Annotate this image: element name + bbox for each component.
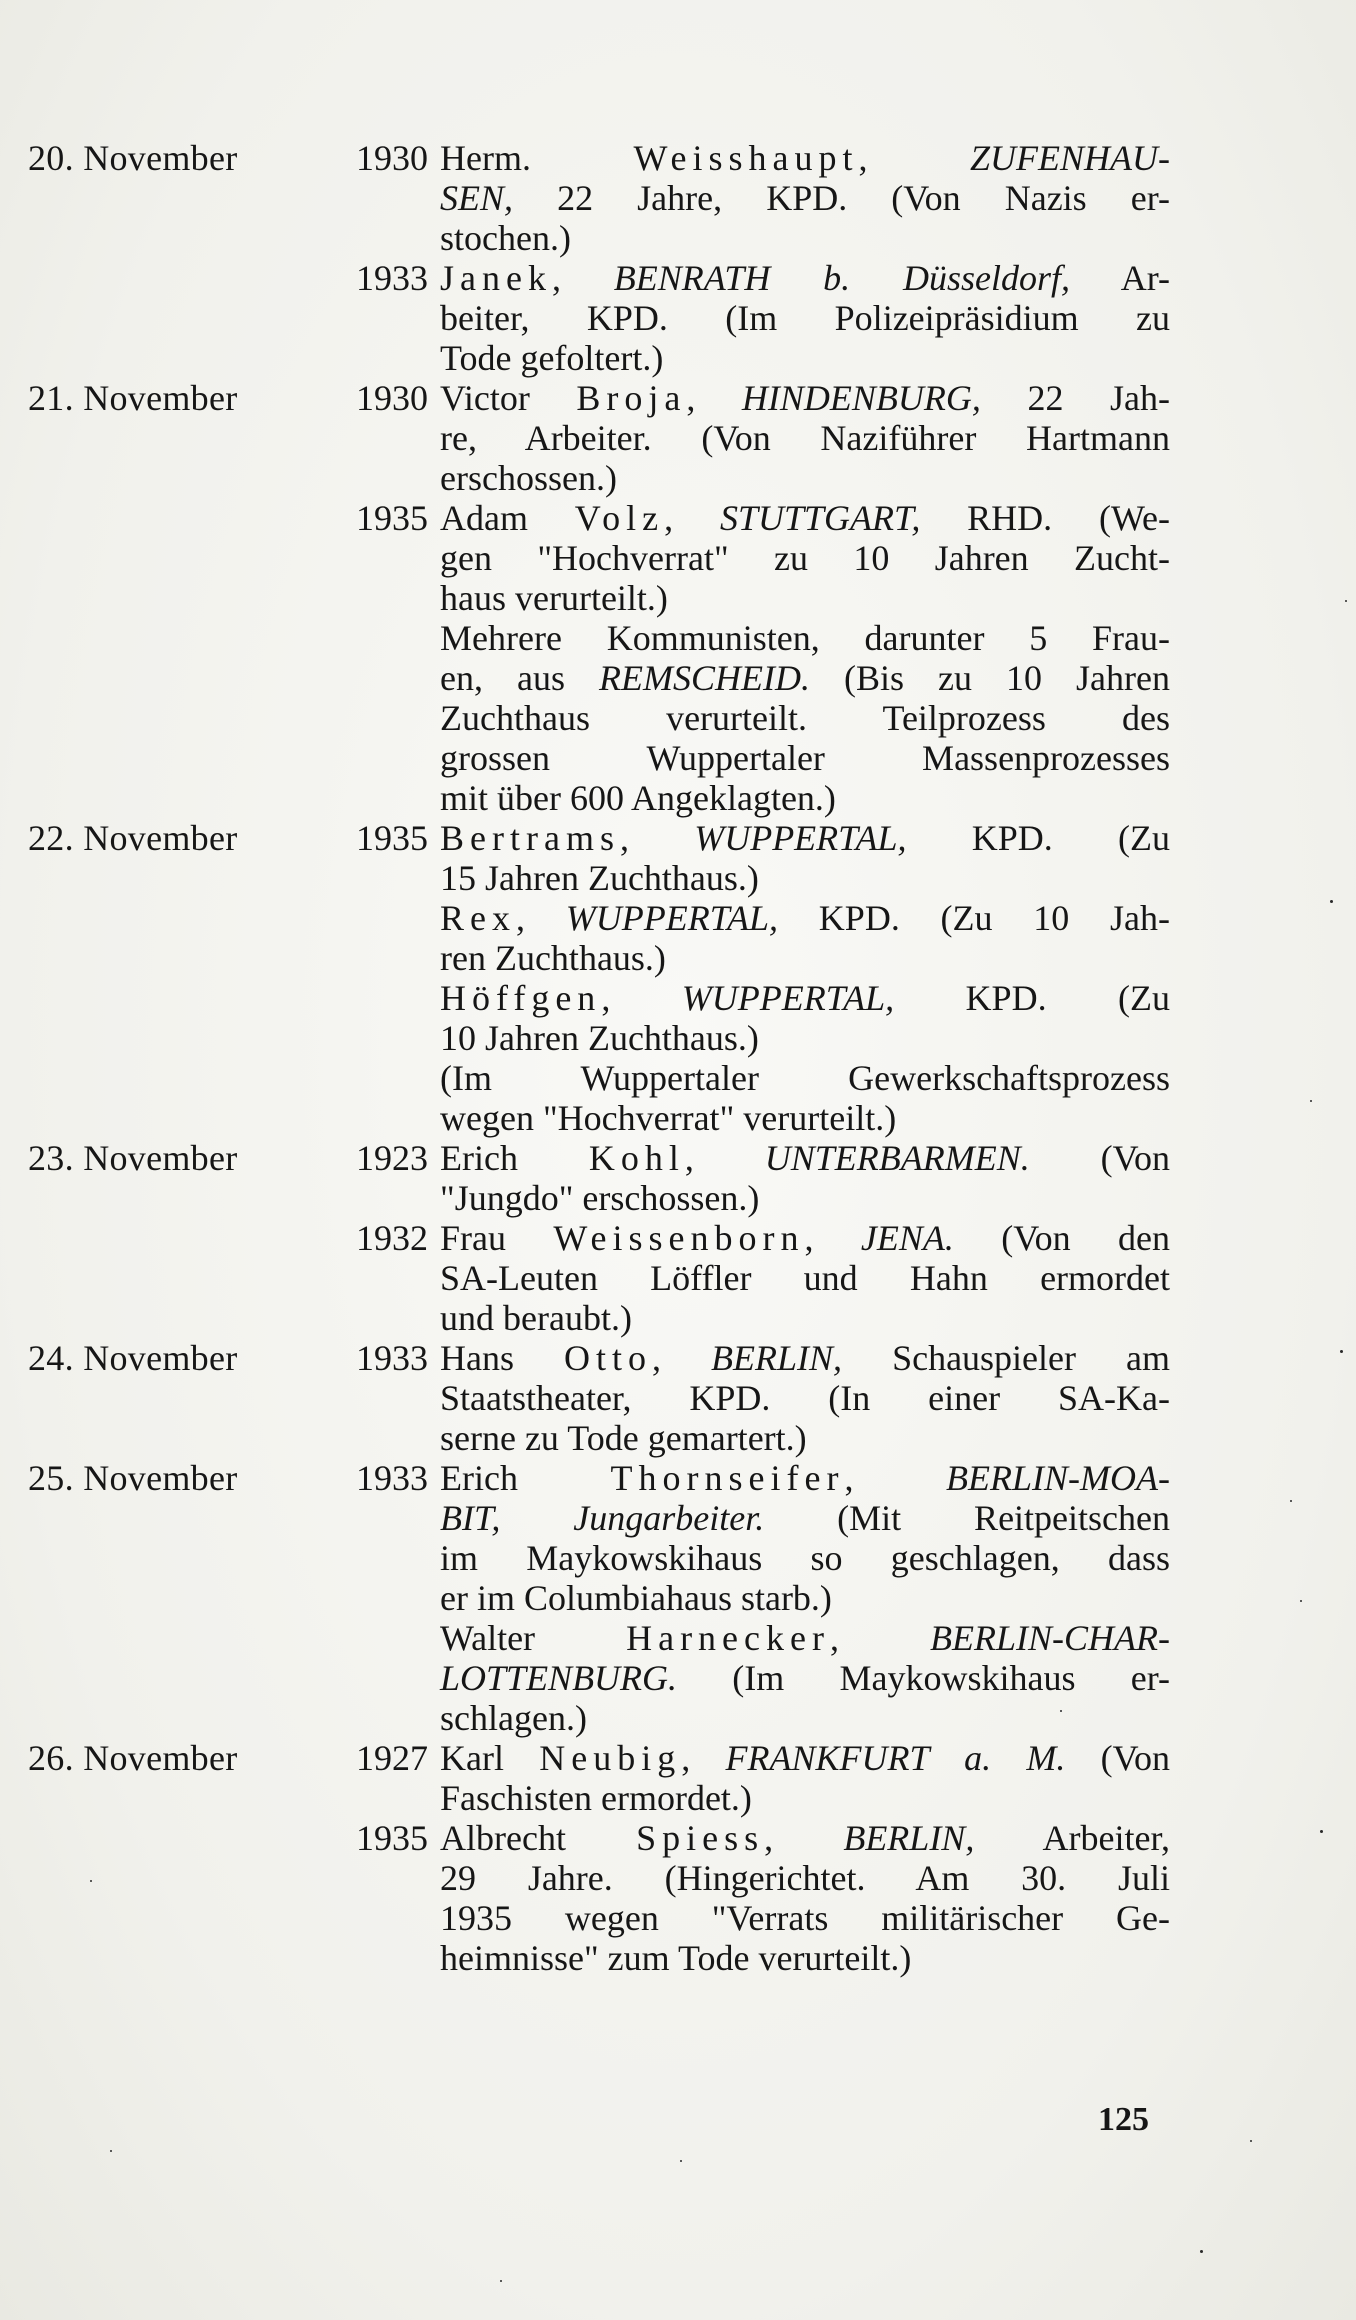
- entry-line: BIT, Jungarbeiter. (Mit Reitpeitschen: [440, 1498, 1170, 1538]
- entry-text: [440, 138, 1170, 258]
- entry-line: serne zu Tode gemartert.): [440, 1418, 807, 1458]
- entry-line: wegen "Hochverrat" verurteilt.): [440, 1098, 897, 1138]
- entry-day: 26. November: [28, 1738, 238, 1778]
- entry-year: 1933: [356, 258, 428, 298]
- entry-line: "Jungdo" erschossen.): [440, 1178, 760, 1218]
- entry-line: Erich Thornseifer, BERLIN-MOA-: [440, 1458, 1170, 1498]
- entry-line: ren Zuchthaus.): [440, 938, 666, 978]
- entry-line: 1935 wegen "Verrats militärischer Ge-: [440, 1898, 1170, 1938]
- print-speck: [1340, 1350, 1343, 1353]
- print-speck: [500, 2280, 502, 2282]
- entry-line: im Maykowskihaus so geschlagen, dass: [440, 1538, 1170, 1578]
- entry-line: Hans Otto, BERLIN, Schauspieler am: [440, 1338, 1170, 1378]
- entry-day: 22. November: [28, 818, 238, 858]
- entry-line: Rex, WUPPERTAL, KPD. (Zu 10 Jah-: [440, 898, 1170, 938]
- entry-text: [440, 818, 1170, 1138]
- print-speck: [680, 2160, 682, 2162]
- entry-line: mit über 600 Angeklagten.): [440, 778, 836, 818]
- entry-line: 29 Jahre. (Hingerichtet. Am 30. Juli: [440, 1858, 1170, 1898]
- entry-line: en, aus REMSCHEID. (Bis zu 10 Jahren: [440, 658, 1171, 698]
- print-speck: [1290, 1500, 1292, 1502]
- entry-day: 21. November: [28, 378, 238, 418]
- entry-year: 1927: [356, 1738, 428, 1778]
- entry-year: 1933: [356, 1458, 428, 1498]
- page-number: 125: [1098, 2101, 1149, 2138]
- entry-line: Frau Weissenborn, JENA. (Von den: [440, 1218, 1170, 1258]
- print-speck: [1345, 600, 1347, 602]
- entry-line: SA-Leuten Löffler und Hahn ermordet: [440, 1258, 1170, 1298]
- entry-line: Mehrere Kommunisten, darunter 5 Frau-: [440, 618, 1170, 658]
- entry-text: [440, 1738, 1170, 1818]
- print-speck: [1300, 1600, 1302, 1602]
- entry-day: 23. November: [28, 1138, 238, 1178]
- entry-text: [440, 378, 1170, 498]
- print-speck: [110, 2150, 112, 2152]
- entry-text: [440, 1138, 1170, 1218]
- entry-line: re, Arbeiter. (Von Naziführer Hartmann: [440, 418, 1170, 458]
- entry-line: LOTTENBURG. (Im Maykowskihaus er-: [440, 1658, 1170, 1698]
- entry-line: Staatstheater, KPD. (In einer SA-Ka-: [440, 1378, 1170, 1418]
- entry-year: 1923: [356, 1138, 428, 1178]
- entry-line: Bertrams, WUPPERTAL, KPD. (Zu: [440, 818, 1171, 858]
- entry-line: Karl Neubig, FRANKFURT a. M. (Von: [440, 1738, 1171, 1778]
- entry-day: 25. November: [28, 1458, 238, 1498]
- entry-year: 1935: [356, 498, 428, 538]
- entry-line: Höffgen, WUPPERTAL, KPD. (Zu: [440, 978, 1171, 1018]
- entry-line: 10 Jahren Zuchthaus.): [440, 1018, 759, 1058]
- print-speck: [1330, 900, 1333, 903]
- entry-line: Tode gefoltert.): [440, 338, 664, 378]
- print-speck: [90, 1880, 92, 1882]
- entry-line: SEN, 22 Jahre, KPD. (Von Nazis er-: [440, 178, 1170, 218]
- print-speck: [1310, 1100, 1312, 1102]
- print-speck: [1320, 1830, 1323, 1833]
- entry-line: Janek, BENRATH b. Düsseldorf, Ar-: [440, 258, 1171, 298]
- entry-year: 1930: [356, 138, 428, 178]
- entry-text: [440, 1218, 1170, 1338]
- print-speck: [1200, 2250, 1203, 2253]
- entry-line: Herm. Weisshaupt, ZUFENHAU-: [440, 138, 1171, 178]
- print-speck: [1060, 1710, 1062, 1712]
- entry-year: 1932: [356, 1218, 428, 1258]
- entry-line: haus verurteilt.): [440, 578, 668, 618]
- entry-text: [440, 258, 1170, 378]
- entry-line: beiter, KPD. (Im Polizeipräsidium zu: [440, 298, 1170, 338]
- entry-year: 1933: [356, 1338, 428, 1378]
- entry-line: 15 Jahren Zuchthaus.): [440, 858, 759, 898]
- entry-line: stochen.): [440, 218, 571, 258]
- entry-line: gen "Hochverrat" zu 10 Jahren Zucht-: [440, 538, 1170, 578]
- entry-text: [440, 498, 1170, 818]
- entry-line: heimnisse" zum Tode verurteilt.): [440, 1938, 912, 1978]
- entry-text: [440, 1458, 1170, 1738]
- entry-line: Walter Harnecker, BERLIN-CHAR-: [440, 1618, 1170, 1658]
- entry-line: Erich Kohl, UNTERBARMEN. (Von: [440, 1138, 1170, 1178]
- entry-line: schlagen.): [440, 1698, 587, 1738]
- entry-line: und beraubt.): [440, 1298, 632, 1338]
- entry-line: Faschisten ermordet.): [440, 1778, 752, 1818]
- entry-year: 1935: [356, 818, 428, 858]
- entry-year: 1930: [356, 378, 428, 418]
- entry-line: Zuchthaus verurteilt. Teilprozess des: [440, 698, 1170, 738]
- entry-line: erschossen.): [440, 458, 617, 498]
- entry-day: 20. November: [28, 138, 238, 178]
- entry-text: [440, 1818, 1170, 1978]
- entry-year: 1935: [356, 1818, 428, 1858]
- entry-line: Adam Volz, STUTTGART, RHD. (We-: [440, 498, 1171, 538]
- entry-line: grossen Wuppertaler Massenprozesses: [440, 738, 1170, 778]
- entry-line: (Im Wuppertaler Gewerkschaftsprozess: [440, 1058, 1170, 1098]
- entry-line: Albrecht Spiess, BERLIN, Arbeiter,: [440, 1818, 1171, 1858]
- entry-text: [440, 1338, 1170, 1458]
- entry-line: er im Columbiahaus starb.): [440, 1578, 832, 1618]
- print-speck: [1250, 2140, 1252, 2142]
- entry-day: 24. November: [28, 1338, 238, 1378]
- entry-line: Victor Broja, HINDENBURG, 22 Jah-: [440, 378, 1170, 418]
